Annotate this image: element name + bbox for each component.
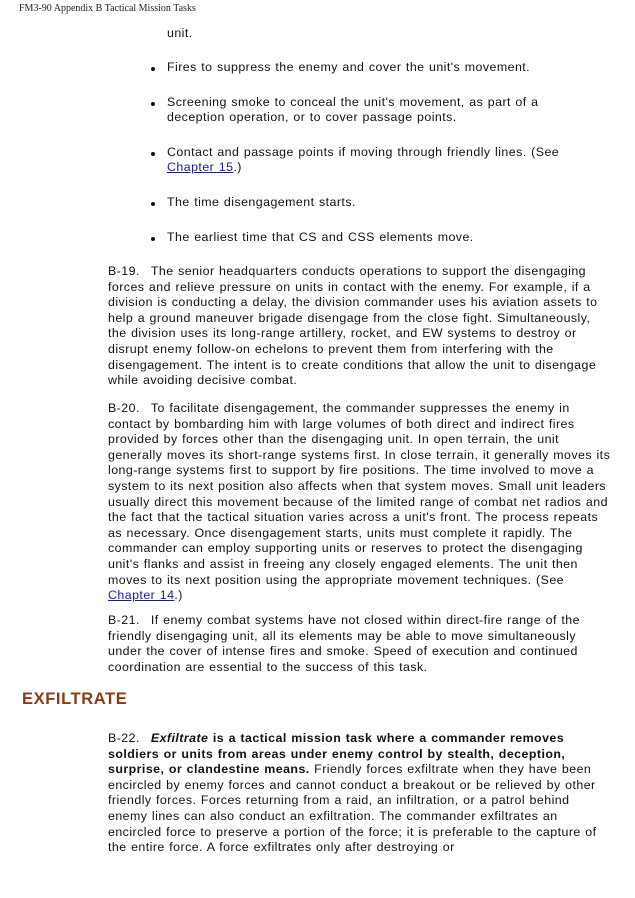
defined-term: Exfiltrate: [150, 731, 209, 745]
bullet-item: [148, 145, 588, 176]
definition-text: is a tactical mission task where a commander removes soldiers or units from areas under enemy control by stealth, deception, surprise, or clandestine means.: [108, 731, 566, 777]
paragraph-b22: [108, 731, 613, 856]
section-heading-exfiltrate: EXFILTRATE: [22, 690, 128, 708]
bullet-text: Contact and passage points if moving through friendly lines. (See: [167, 144, 560, 159]
paragraph-b20: [108, 401, 613, 604]
paragraph-number: B-22.: [108, 731, 140, 745]
bullet-text: Fires to suppress the enemy and cover the unit's movement.: [167, 60, 531, 74]
bullet-icon: [151, 237, 155, 241]
bullet-list: [148, 60, 588, 264]
chapter-14-link[interactable]: Chapter 14: [108, 588, 175, 603]
bullet-icon: [151, 102, 155, 106]
bullet-item: [148, 60, 588, 76]
paragraph-number: B-19.: [108, 264, 140, 278]
bullet-text: The time disengagement starts.: [167, 194, 356, 209]
continued-text: unit.: [167, 26, 193, 40]
paragraph-number: B-20.: [108, 401, 140, 415]
paragraph-number: B-21.: [108, 613, 140, 627]
bullet-icon: [151, 67, 155, 71]
paragraph-text: Friendly forces exfiltrate when they have been encircled by enemy forces and cannot conduct a breakout or be relieved by other friendly forces. Forces returning from a raid, an infiltration, or a patrol behind enemy lines can also conduct an exfiltration. The commander exfiltrates an encircled force to preserve a portion of the force; it is preferable to the capture of the entire force. A force exfiltrates only after destroying or: [108, 762, 597, 855]
bullet-text-suffix: .): [233, 160, 242, 175]
bullet-icon: [151, 202, 155, 206]
paragraph-b21: [108, 613, 613, 675]
chapter-15-link[interactable]: Chapter 15: [167, 160, 234, 175]
paragraph-text: The senior headquarters conducts operations to support the disengaging forces and relieve pressure on units in contact with the enemy. For example, if a division is conducting a delay, the division commander uses his aviation assets to help a ground maneuver brigade disengage from the close fight. Simultaneously, the division uses its long-range artillery, rocket, and EW systems to destroy or disrupt enemy follow-on echelons to prevent them from interfering with the disengagement. The intent is to create conditions that allow the unit to disengage while avoiding decisive combat.: [108, 264, 598, 388]
bullet-item: [148, 195, 588, 211]
running-header: FM3-90 Appendix B Tactical Mission Tasks: [19, 3, 196, 14]
bullet-item: [148, 230, 588, 246]
paragraph-text: To facilitate disengagement, the commander suppresses the enemy in contact by bombarding him with large volumes of both direct and indirect fires provided by forces other than the disengaging unit. In open terrain, the unit generally moves its short-range systems first. In close terrain, it generally moves its long-range systems first to support by fire positions. The time involved to move a system to its next position also affects when that system moves. Small unit leaders usually direct this movement because of the limited range of combat net radios and the fact that the tactical situation varies across a unit's front. The process repeats as necessary. Once disengagement starts, units must complete it rapidly. The commander can employ supporting units or reserves to protect the disengaging unit's flanks and assist in freeing any closely engaged elements. The unit then moves to its next position using the appropriate movement techniques. (See: [108, 401, 611, 587]
paragraph-text-suffix: .): [174, 588, 183, 603]
bullet-text: The earliest time that CS and CSS elements move.: [167, 229, 474, 244]
bullet-icon: [151, 152, 155, 156]
bullet-text: Screening smoke to conceal the unit's movement, as part of a deception operation, or to cover passage points.: [167, 94, 539, 125]
paragraph-text: If enemy combat systems have not closed within direct-fire range of the friendly disengaging unit, all its elements may be able to move simultaneously under the cover of intense fires and smoke. Speed of execution and continued coordination are essential to the success of this task.: [108, 613, 580, 674]
paragraph-b19: [108, 264, 613, 389]
bullet-item: [148, 95, 588, 126]
